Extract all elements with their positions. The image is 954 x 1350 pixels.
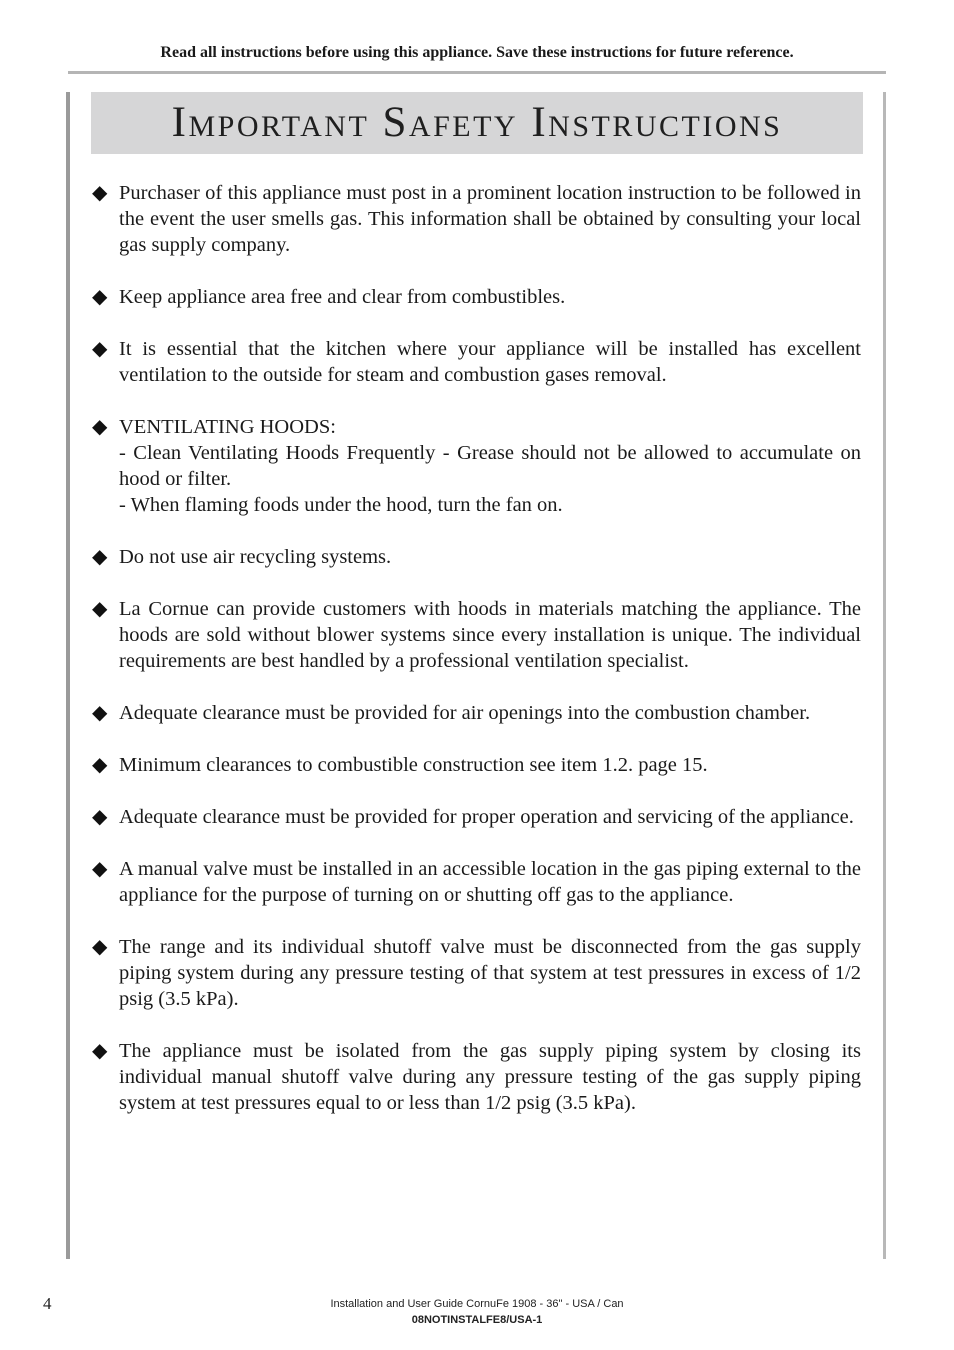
guide-title: Installation and User Guide CornuFe 1908 - 36" - USA / Can xyxy=(330,1298,624,1310)
instruction-text: - When flaming foods under the hood, turn the fan on. xyxy=(119,494,563,516)
diamond-bullet-icon: ◆ xyxy=(92,806,108,828)
instruction-item xyxy=(92,544,861,570)
instruction-text: Do not use air recycling systems. xyxy=(119,546,392,568)
instruction-text: VENTILATING HOODS: xyxy=(119,416,336,438)
header-divider xyxy=(68,71,886,74)
instruction-item xyxy=(92,414,861,518)
instruction-item xyxy=(92,180,861,258)
page-number: 4 xyxy=(43,1294,52,1313)
diamond-bullet-icon: ◆ xyxy=(92,598,108,620)
diamond-bullet-icon: ◆ xyxy=(92,182,108,204)
instruction-text: Adequate clearance must be provided for air openings into the combustion chamber. xyxy=(119,702,811,724)
instruction-item xyxy=(92,700,861,726)
page-title: Important Safety Instructions xyxy=(171,99,783,146)
instruction-item xyxy=(92,1038,861,1116)
diamond-bullet-icon: ◆ xyxy=(92,702,108,724)
instruction-text: Minimum clearances to combustible construction see item 1.2. page 15. xyxy=(119,754,708,776)
diamond-bullet-icon: ◆ xyxy=(92,338,108,360)
diamond-bullet-icon: ◆ xyxy=(92,286,108,308)
document-code: 08NOTINSTALFE8/USA-1 xyxy=(411,1314,543,1326)
instruction-text: A manual valve must be installed in an accessible location in the gas piping external to the appliance for the purpose of turning on or shutting off gas to the appliance. xyxy=(119,858,861,906)
instruction-text: Adequate clearance must be provided for proper operation and servicing of the appliance. xyxy=(119,806,854,828)
title-banner xyxy=(91,92,863,154)
instruction-item xyxy=(92,596,861,674)
diamond-bullet-icon: ◆ xyxy=(92,858,108,880)
instruction-text: The appliance must be isolated from the gas supply piping system by closing its individual manual shutoff valve during any pressure testing of the gas supply piping system at test pressures equal to or less than 1/2 psig (3.5 kPa). xyxy=(119,1040,861,1114)
instruction-item xyxy=(92,752,861,778)
instruction-text: The range and its individual shutoff valve must be disconnected from the gas supply piping system during any pressure testing of that system at test pressures in excess of 1/2 psig (3.5 kPa). xyxy=(119,936,861,1010)
diamond-bullet-icon: ◆ xyxy=(92,936,108,958)
diamond-bullet-icon: ◆ xyxy=(92,416,108,438)
diamond-bullet-icon: ◆ xyxy=(92,1040,108,1062)
instruction-text: Purchaser of this appliance must post in a prominent location instruction to be followed in the event the user smells gas. This information shall be obtained by consulting your local gas supply company. xyxy=(119,182,861,256)
instruction-text: It is essential that the kitchen where your appliance will be installed has excellent ventilation to the outside for steam and combustion gases removal. xyxy=(119,338,861,386)
right-margin-rule xyxy=(883,92,886,1259)
instruction-text: Keep appliance area free and clear from combustibles. xyxy=(119,286,566,308)
instruction-item xyxy=(92,284,861,310)
instruction-item xyxy=(92,934,861,1012)
safety-instructions-list xyxy=(92,180,861,1142)
instruction-item xyxy=(92,336,861,388)
left-margin-rule xyxy=(66,92,70,1259)
instruction-text: - Clean Ventilating Hoods Frequently - Grease should not be allowed to accumulate on hood or filter. xyxy=(119,442,861,490)
diamond-bullet-icon: ◆ xyxy=(92,546,108,568)
header-note: Read all instructions before using this appliance. Save these instructions for future reference. xyxy=(160,44,794,61)
instruction-text: La Cornue can provide customers with hoods in materials matching the appliance. The hoods are sold without blower systems since every installation is unique. The individual requirements are best handled by a professional ventilation specialist. xyxy=(119,598,861,672)
diamond-bullet-icon: ◆ xyxy=(92,754,108,776)
instruction-item xyxy=(92,804,861,830)
instruction-item xyxy=(92,856,861,908)
